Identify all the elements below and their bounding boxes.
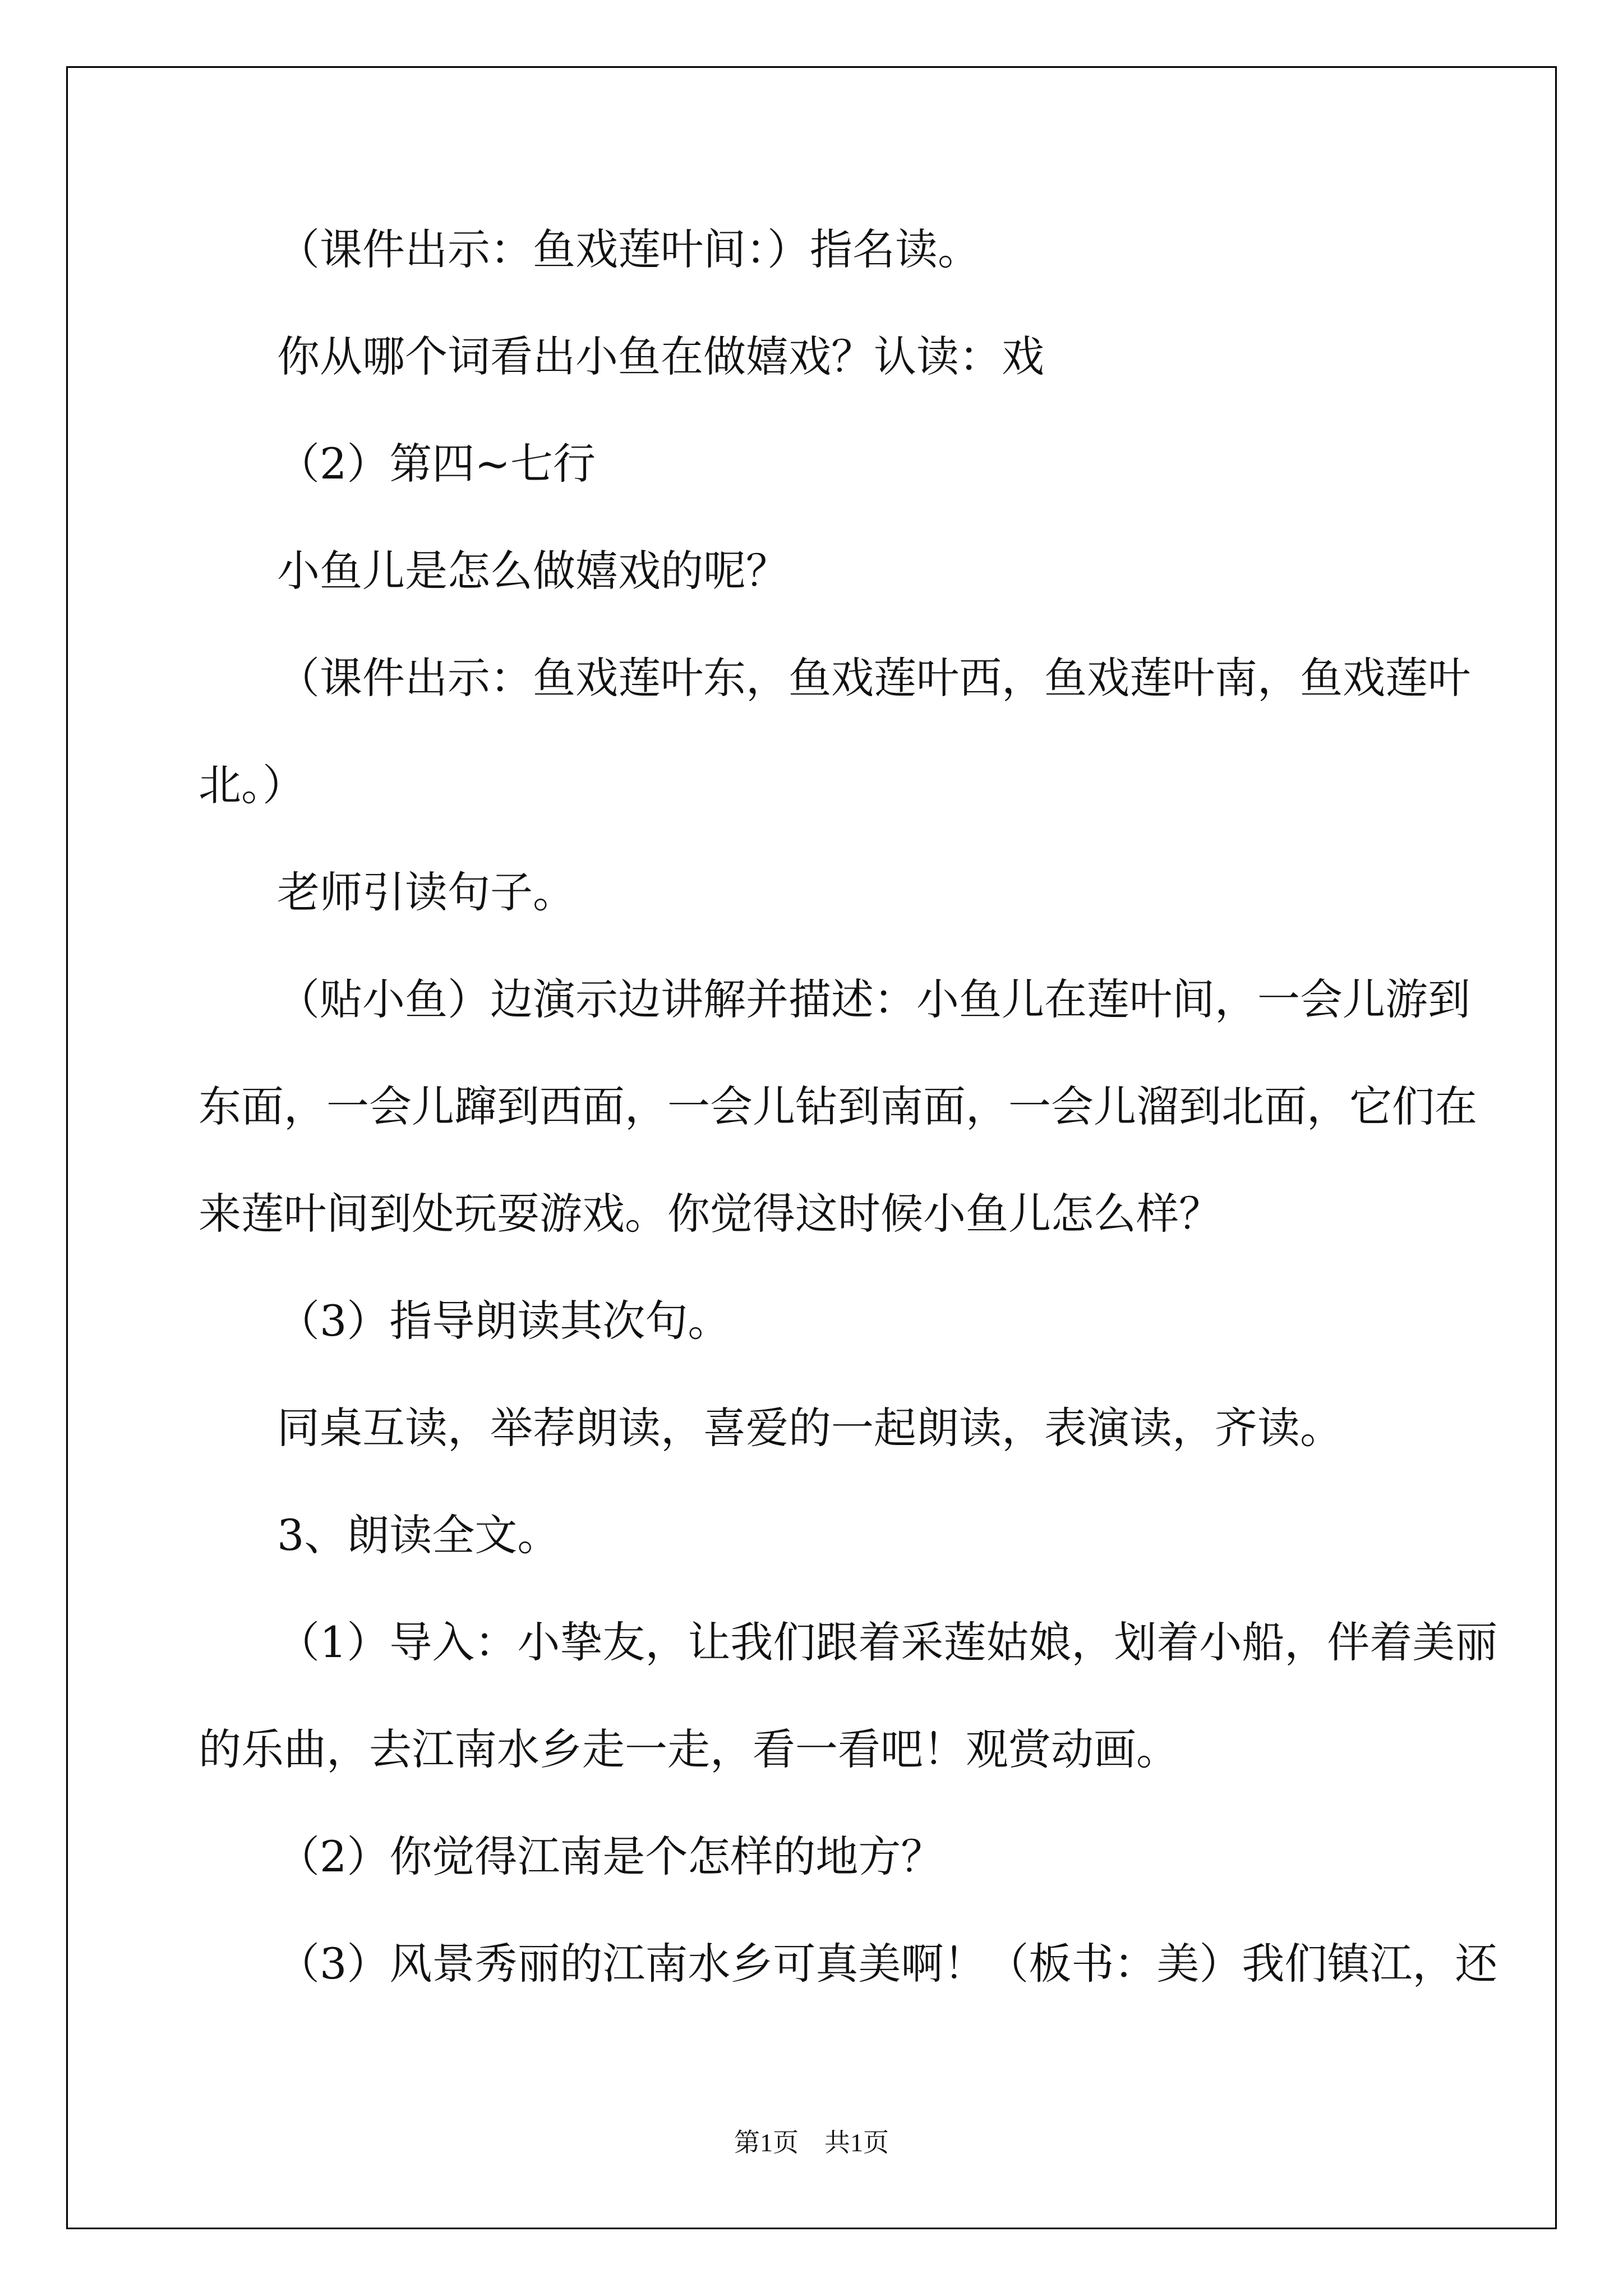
page-border bbox=[66, 66, 1557, 2229]
text-line: （3）指导朗读其次句。 bbox=[277, 1296, 731, 1346]
text-line: （贴小鱼）边演示边讲解并描述：小鱼儿在莲叶间，一会儿游到 bbox=[277, 974, 1470, 1024]
text-line: 北。） bbox=[199, 760, 305, 810]
text-line: 老师引读句子。 bbox=[277, 867, 575, 917]
text-line: （2）你觉得江南是个怎样的地方？ bbox=[277, 1832, 944, 1881]
text-line: 的乐曲，去江南水乡走一走，看一看吧！观赏动画。 bbox=[199, 1724, 1179, 1774]
page-number: 第1页 bbox=[734, 2128, 799, 2157]
page-footer bbox=[0, 2126, 1623, 2160]
text-line: （2）第四~七行 bbox=[277, 439, 596, 489]
text-line: （课件出示：鱼戏莲叶间：）指名读。 bbox=[277, 224, 980, 274]
text-line: 东面，一会儿蹿到西面，一会儿钻到南面，一会儿溜到北面，它们在 bbox=[199, 1082, 1477, 1131]
text-line: 同桌互读，举荐朗读，喜爱的一起朗读，表演读，齐读。 bbox=[277, 1403, 1343, 1453]
text-line: （1）导入：小挚友，让我们跟着采莲姑娘，划着小船，伴着美丽 bbox=[277, 1617, 1498, 1667]
page-total: 共1页 bbox=[824, 2128, 889, 2157]
text-line: （3）风景秀丽的江南水乡可真美啊！（板书：美）我们镇江，还 bbox=[277, 1939, 1498, 1989]
text-line: 小鱼儿是怎么做嬉戏的呢？ bbox=[277, 546, 789, 596]
text-line: 3、朗读全文。 bbox=[277, 1510, 560, 1560]
text-line: （课件出示：鱼戏莲叶东，鱼戏莲叶西，鱼戏莲叶南，鱼戏莲叶 bbox=[277, 653, 1470, 703]
text-line: 来莲叶间到处玩耍游戏。你觉得这时候小鱼儿怎么样？ bbox=[199, 1189, 1221, 1239]
text-line: 你从哪个词看出小鱼在做嬉戏？认读：戏 bbox=[277, 332, 1044, 381]
